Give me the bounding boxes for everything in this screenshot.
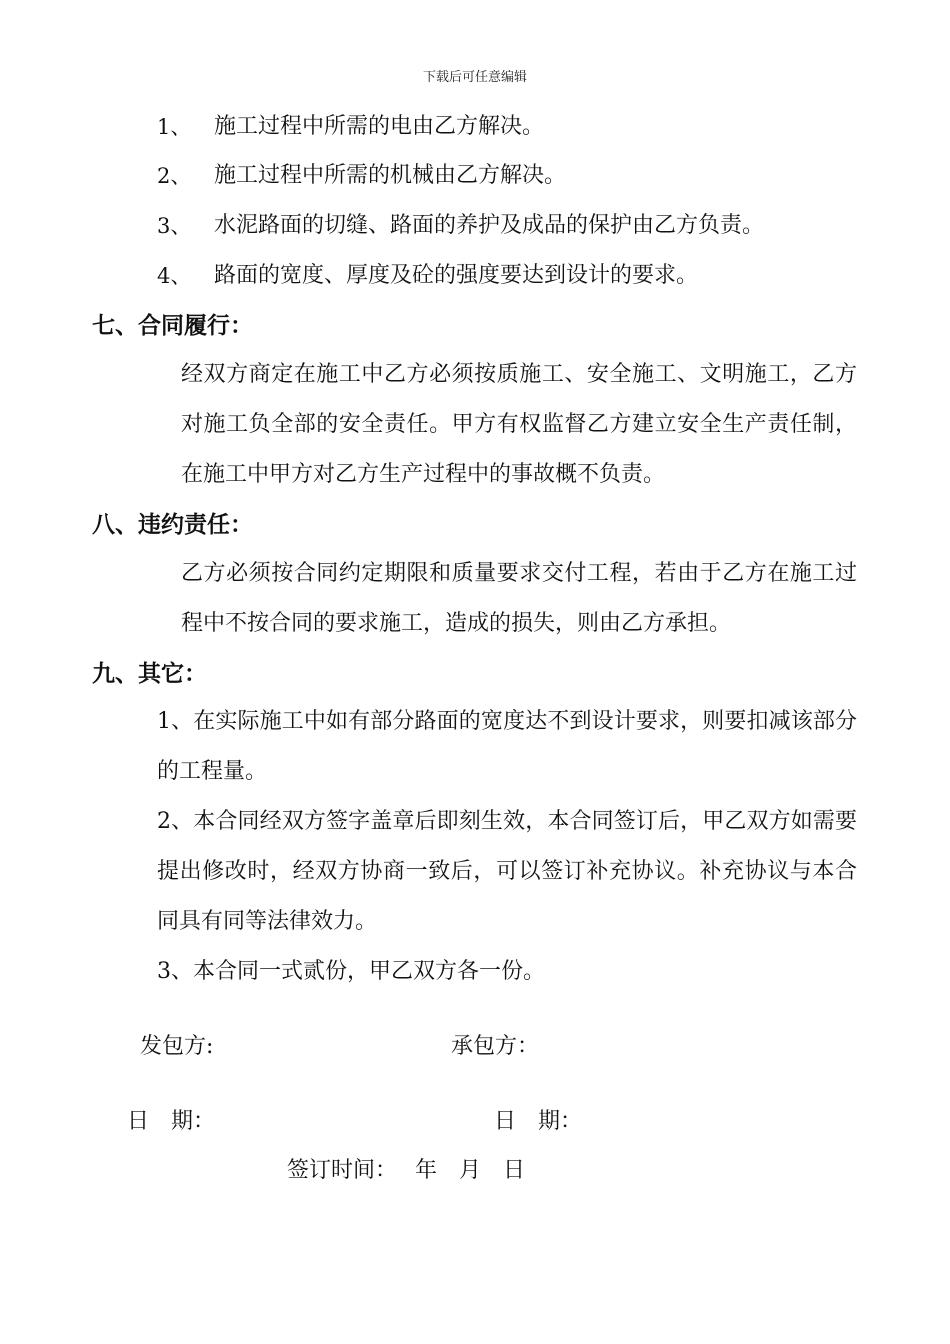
- paragraph-line: 3、本合同一式贰份，甲乙双方各一份。: [157, 959, 545, 984]
- party-b-label: 承包方：: [451, 1034, 540, 1059]
- paragraph-line: 在施工中甲方对乙方生产过程中的事故概不负责。: [181, 462, 666, 487]
- paragraph-line: 1、在实际施工中如有部分路面的宽度达不到设计要求，则要扣减该部分: [157, 709, 857, 734]
- date-b-label: 日 期：: [494, 1109, 583, 1134]
- list-item-number: 1、: [157, 115, 192, 139]
- list-item-number: 2、: [157, 164, 192, 188]
- section-body-performance: [181, 350, 857, 500]
- paragraph-line: 同具有同等法律效力。: [157, 909, 378, 934]
- section-heading-other: 九、其它：: [92, 661, 207, 687]
- date-a-label: 日 期：: [127, 1109, 216, 1134]
- paragraph-line: 乙方必须按合同约定期限和质量要求交付工程，若由于乙方在施工过: [181, 561, 857, 586]
- party-a-label: 发包方:: [140, 1034, 214, 1059]
- list-item-number: 3、: [157, 214, 192, 238]
- paragraph-line: 提出修改时，经双方协商一致后，可以签订补充协议。补充协议与本合: [157, 859, 857, 884]
- paragraph-line: 对施工负全部的安全责任。甲方有权监督乙方建立安全生产责任制，: [181, 412, 857, 437]
- section-body-breach: [181, 549, 857, 649]
- page-header-note: 下载后可任意编辑: [422, 70, 527, 85]
- section-body-other: [157, 697, 857, 997]
- list-item-text: 水泥路面的切缝、路面的养护及成品的保护由乙方负责。: [214, 213, 765, 238]
- list-item-text: 施工过程中所需的机械由乙方解决。: [214, 163, 567, 188]
- paragraph-line: 2、本合同经双方签字盖章后即刻生效，本合同签订后，甲乙双方如需要: [157, 809, 857, 834]
- sign-time-label: 签订时间： 年 月 日: [287, 1158, 525, 1183]
- section-heading-breach: 八、违约责任：: [92, 512, 253, 538]
- list-item-text: 施工过程中所需的电由乙方解决。: [214, 114, 545, 139]
- section-heading-performance: 七、合同履行：: [92, 313, 253, 339]
- paragraph-line: 经双方商定在施工中乙方必须按质施工、安全施工、文明施工，乙方: [181, 362, 857, 387]
- paragraph-line: 程中不按合同的要求施工，造成的损失，则由乙方承担。: [181, 611, 732, 636]
- list-item-number: 4、: [157, 264, 192, 288]
- list-item-text: 路面的宽度、厚度及砼的强度要达到设计的要求。: [214, 263, 699, 288]
- paragraph-line: 的工程量。: [157, 759, 268, 784]
